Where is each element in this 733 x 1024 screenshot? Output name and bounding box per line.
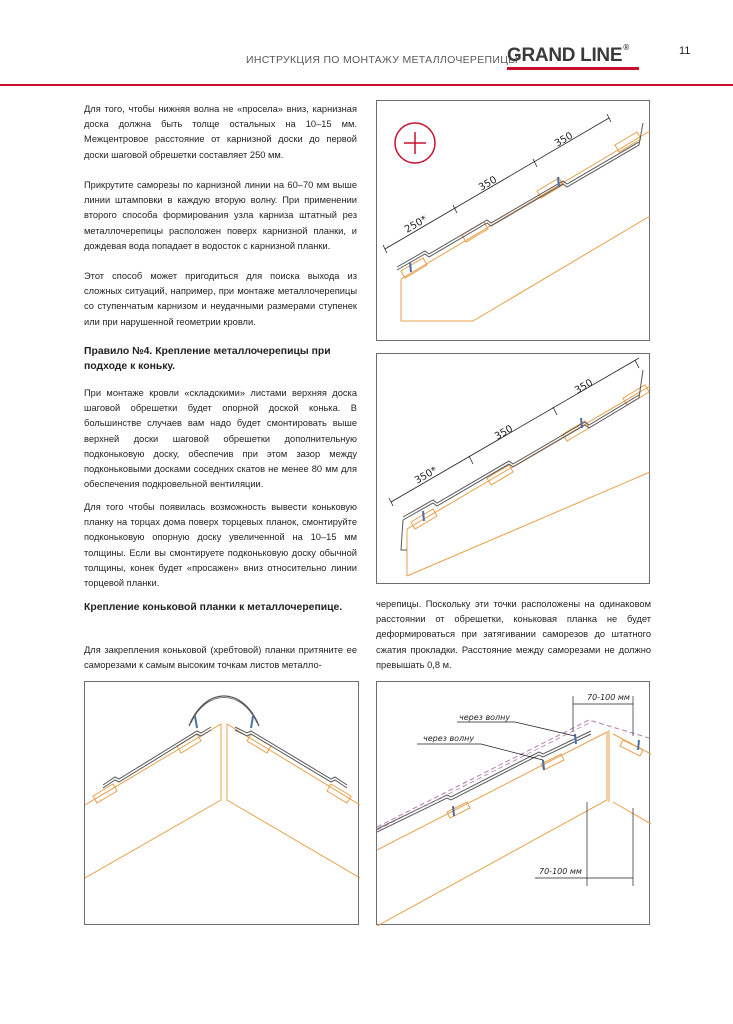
dimension-label-bottom: 70-100 мм	[539, 867, 582, 876]
dimension-label: 350	[477, 174, 500, 194]
eave-diagram-250	[377, 101, 651, 342]
paragraph-ridge-screws: Для закрепления коньковой (хребтовой) планки притяните ее саморезами к самым высоким точкам листов металло-	[84, 645, 357, 671]
roof-sheets	[103, 727, 347, 788]
roof-sheets	[377, 731, 591, 832]
metal-sheet	[397, 123, 643, 270]
dimension-label: 350	[493, 423, 516, 443]
paragraph-screws-eave: Прикрутите саморезы по карнизной линии на 60–70 мм выше линии штамповки в каждую вторую волну. При применении второго способа формирования узла карниза штатный рез металлочерепицы расположен поверх карнизной планки, и дождевая вода попадает в водосток с карнизной планки.	[84, 180, 357, 251]
dimension-lines	[535, 696, 633, 886]
brand-name: GRAND LINE	[507, 45, 623, 66]
callout-through-wave: через волну	[459, 713, 511, 722]
metal-sheet	[401, 370, 643, 550]
dimension-label: 350	[573, 377, 596, 397]
brand-logo	[507, 45, 629, 67]
paragraph-ridge-thickness: Для того чтобы появилась возможность вывести коньковую планку на торцах дома поверх торцевых планок, смонтируйте подконьковую опорную доску увеличенной на 10–15 мм толщины. Если вы смонтируете подконьковую доску обычной толщины, конек будет «просажен» вниз относительно линии торцевой планки.	[84, 502, 357, 589]
document-title: ИНСТРУКЦИЯ ПО МОНТАЖУ МЕТАЛЛОЧЕРЕПИЦЫ	[246, 54, 518, 66]
dimension-labels	[403, 131, 575, 236]
paragraph-eave-board: Для того, чтобы нижняя волна не «просела» вниз, карнизная доска должна быть толще остальных на 10–15 мм. Межцентровое расстояние от карнизной доски до первой доски шаговой обрешетки составляет 250 мм.	[84, 104, 357, 160]
ridge-battens	[447, 740, 643, 818]
rafter-timber	[401, 131, 650, 321]
page-number: 11	[679, 45, 691, 57]
figure-ridge-cap	[84, 681, 359, 925]
heading-ridge-fastening: Крепление коньковой планки к металлочерепице.	[84, 602, 343, 613]
ridge-timber	[85, 724, 360, 878]
header-rule	[0, 84, 733, 86]
ridge-plank-line	[377, 720, 649, 827]
ridge-cap	[189, 696, 259, 726]
paragraph-stepped-eave: Этот способ может пригодиться для поиска выхода из сложных ситуаций, например, при монтаже металлочерепицы со ступенчатым карнизом и неудачными размерами ступенек или при нарушенной геометрии кровли.	[84, 271, 357, 327]
spacing-labels	[423, 693, 630, 876]
figure-eave-350	[376, 353, 650, 584]
registered-mark: ®	[623, 43, 629, 52]
brand-underline	[507, 67, 639, 70]
ridge-plank-line-inner	[377, 723, 589, 830]
paragraph-ridge-board: При монтаже кровли «складскими» листами верхняя доска шаговой обрешетки будет опорной доской конька. В большинстве случаев вам надо будет смонтировать выше верхней доски шаговой обрешетки дополнительную подконьковую доску, обеспечив при этом зазор между подконьковыми досками соседних скатов не менее 80 мм для обеспечения подкровельной вентиляции.	[84, 388, 357, 490]
figure-eave-250	[376, 100, 650, 341]
dimension-label: 350*	[413, 465, 440, 487]
heading-rule-4: Правило №4. Крепление металлочерепицы при подходе к коньку.	[84, 346, 331, 372]
eave-diagram-350	[377, 354, 651, 585]
ridge-battens	[93, 734, 351, 803]
ridge-cap-diagram	[85, 682, 360, 926]
ridge-timber	[377, 730, 651, 926]
ridge-spacing-diagram	[377, 682, 651, 926]
ridge-screws	[195, 716, 253, 728]
ridge-cap-inner	[191, 698, 257, 724]
figure-ridge-screw-spacing	[376, 681, 650, 925]
dimension-label: 350	[553, 130, 576, 150]
callout-through-wave: через волну	[423, 734, 475, 743]
rafter-timber	[407, 386, 650, 576]
paragraph-ridge-screws-continued: черепицы. Поскольку эти точки расположены на одинаковом расстоянии от обрешетки, коньковая планка не будет деформироваться при затягивании саморезов до штатного сжатия прокладки. Расстояние между саморезами не должно превышать 0,8 м.	[376, 599, 651, 670]
dimension-label: 250*	[403, 214, 430, 236]
dimension-label-top: 70-100 мм	[587, 693, 630, 702]
